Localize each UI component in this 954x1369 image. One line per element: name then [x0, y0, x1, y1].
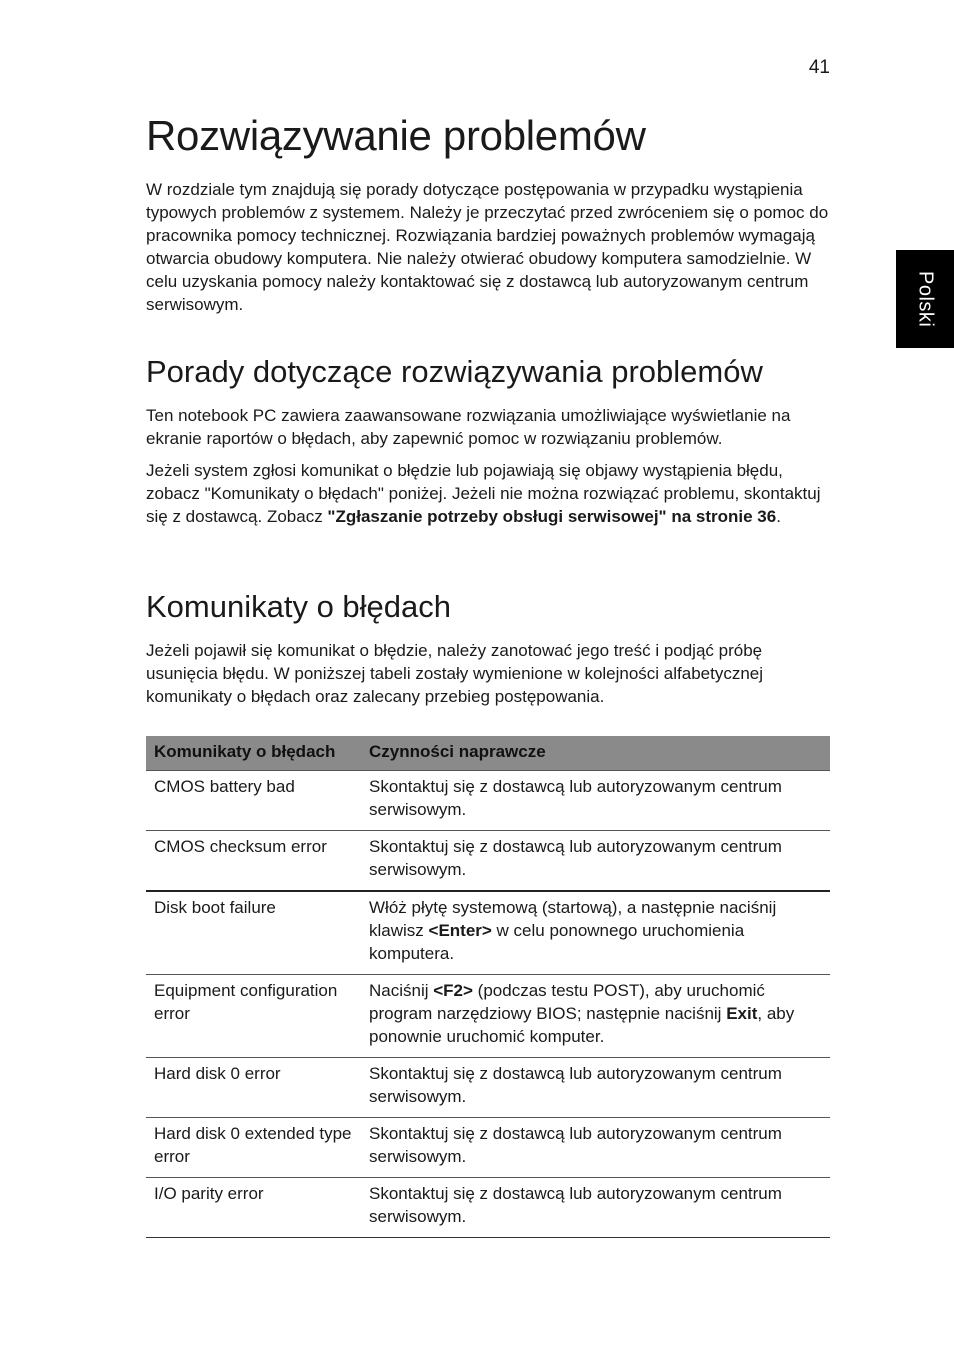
corrective-action-cell [361, 891, 830, 975]
corrective-action-cell: Skontaktuj się z dostawcą lub autoryzowanym centrum serwisowym. [361, 1118, 830, 1178]
column-header-messages: Komunikaty o błędach [146, 736, 361, 771]
table-row [146, 1118, 830, 1178]
tips-paragraph-2-end: . [776, 507, 781, 526]
language-tab-label: Polski [914, 270, 937, 328]
tips-paragraph-1: Ten notebook PC zawiera zaawansowane rozwiązania umożliwiające wyświetlanie na ekranie raportów o błędach, aby zapewnić pomoc w rozwiązaniu problemów. [146, 406, 791, 448]
error-message-cell: Hard disk 0 error [146, 1058, 361, 1118]
enter-key-label: <Enter> [428, 921, 492, 940]
table-header-row [146, 736, 830, 771]
error-message-cell: Disk boot failure [146, 891, 361, 975]
corrective-action-cell: Skontaktuj się z dostawcą lub autoryzowanym centrum serwisowym. [361, 1058, 830, 1118]
table-row [146, 1178, 830, 1238]
section-heading-tips: Porady dotyczące rozwiązywania problemów [146, 354, 763, 389]
table-row [146, 975, 830, 1058]
corrective-action-cell: Skontaktuj się z dostawcą lub autoryzowanym centrum serwisowym. [361, 771, 830, 831]
table-row [146, 891, 830, 975]
section-heading-errors: Komunikaty o błędach [146, 589, 452, 624]
action-text: Naciśnij [369, 981, 434, 1000]
exit-label: Exit [726, 1004, 758, 1023]
error-message-cell: CMOS checksum error [146, 831, 361, 892]
page-title: Rozwiązywanie problemów [146, 112, 646, 159]
column-header-actions: Czynności naprawcze [361, 736, 830, 771]
tips-paragraph-2 [146, 459, 830, 528]
errors-paragraph: Jeżeli pojawił się komunikat o błędzie, należy zanotować jego treść i podjąć próbę usunięcia błędu. W poniższej tabeli zostały wymienione w kolejności alfabetycznej komunikaty o błędach oraz zalecany przebieg postępowania. [146, 641, 764, 706]
corrective-action-cell: Skontaktuj się z dostawcą lub autoryzowanym centrum serwisowym. [361, 1178, 830, 1238]
table-row [146, 831, 830, 892]
corrective-action-cell [361, 975, 830, 1058]
language-tab [896, 250, 954, 348]
error-message-cell: Equipment configuration error [146, 975, 361, 1058]
action-text: (podczas testu POST), aby uruchomić program narzędziowy BIOS; następnie naciśnij [369, 981, 765, 1023]
intro-paragraph: W rozdziale tym znajdują się porady dotyczące postępowania w przypadku wystąpienia typowych problemów z systemem. Należy je przeczytać przed zwróceniem się o pomoc do pracownika pomocy technicznej. Rozwiązania bardziej poważnych problemów wymagają otwarcia obudowy komputera. Nie należy otwierać obudowy komputera samodzielnie. W celu uzyskania pomocy należy kontaktować się z dostawcą lub autoryzowanym centrum serwisowym. [146, 180, 829, 314]
page-number: 41 [808, 57, 830, 78]
f2-key-label: <F2> [433, 981, 473, 1000]
tips-paragraph-2-text: Jeżeli system zgłosi komunikat o błędzie lub pojawiają się objawy wystąpienia błędu, zobacz "Komunikaty o błędach" poniżej. Jeżeli nie można rozwiązać problemu, skontaktuj się z dostawcą. Zobacz [146, 461, 821, 526]
error-message-cell: CMOS battery bad [146, 771, 361, 831]
service-reference-link[interactable]: "Zgłaszanie potrzeby obsługi serwisowej" na stronie 36 [327, 507, 777, 526]
error-message-cell: I/O parity error [146, 1178, 361, 1238]
error-message-cell: Hard disk 0 extended type error [146, 1118, 361, 1178]
corrective-action-cell: Skontaktuj się z dostawcą lub autoryzowanym centrum serwisowym. [361, 831, 830, 892]
action-text: w celu ponownego uruchomienia komputera. [369, 921, 745, 963]
action-text: Włóż płytę systemową (startową), a następnie naciśnij klawisz [369, 898, 777, 940]
table-row [146, 771, 830, 831]
error-messages-table [146, 736, 830, 1238]
action-text: , aby ponownie uruchomić komputer. [369, 1004, 795, 1046]
table-row [146, 1058, 830, 1118]
